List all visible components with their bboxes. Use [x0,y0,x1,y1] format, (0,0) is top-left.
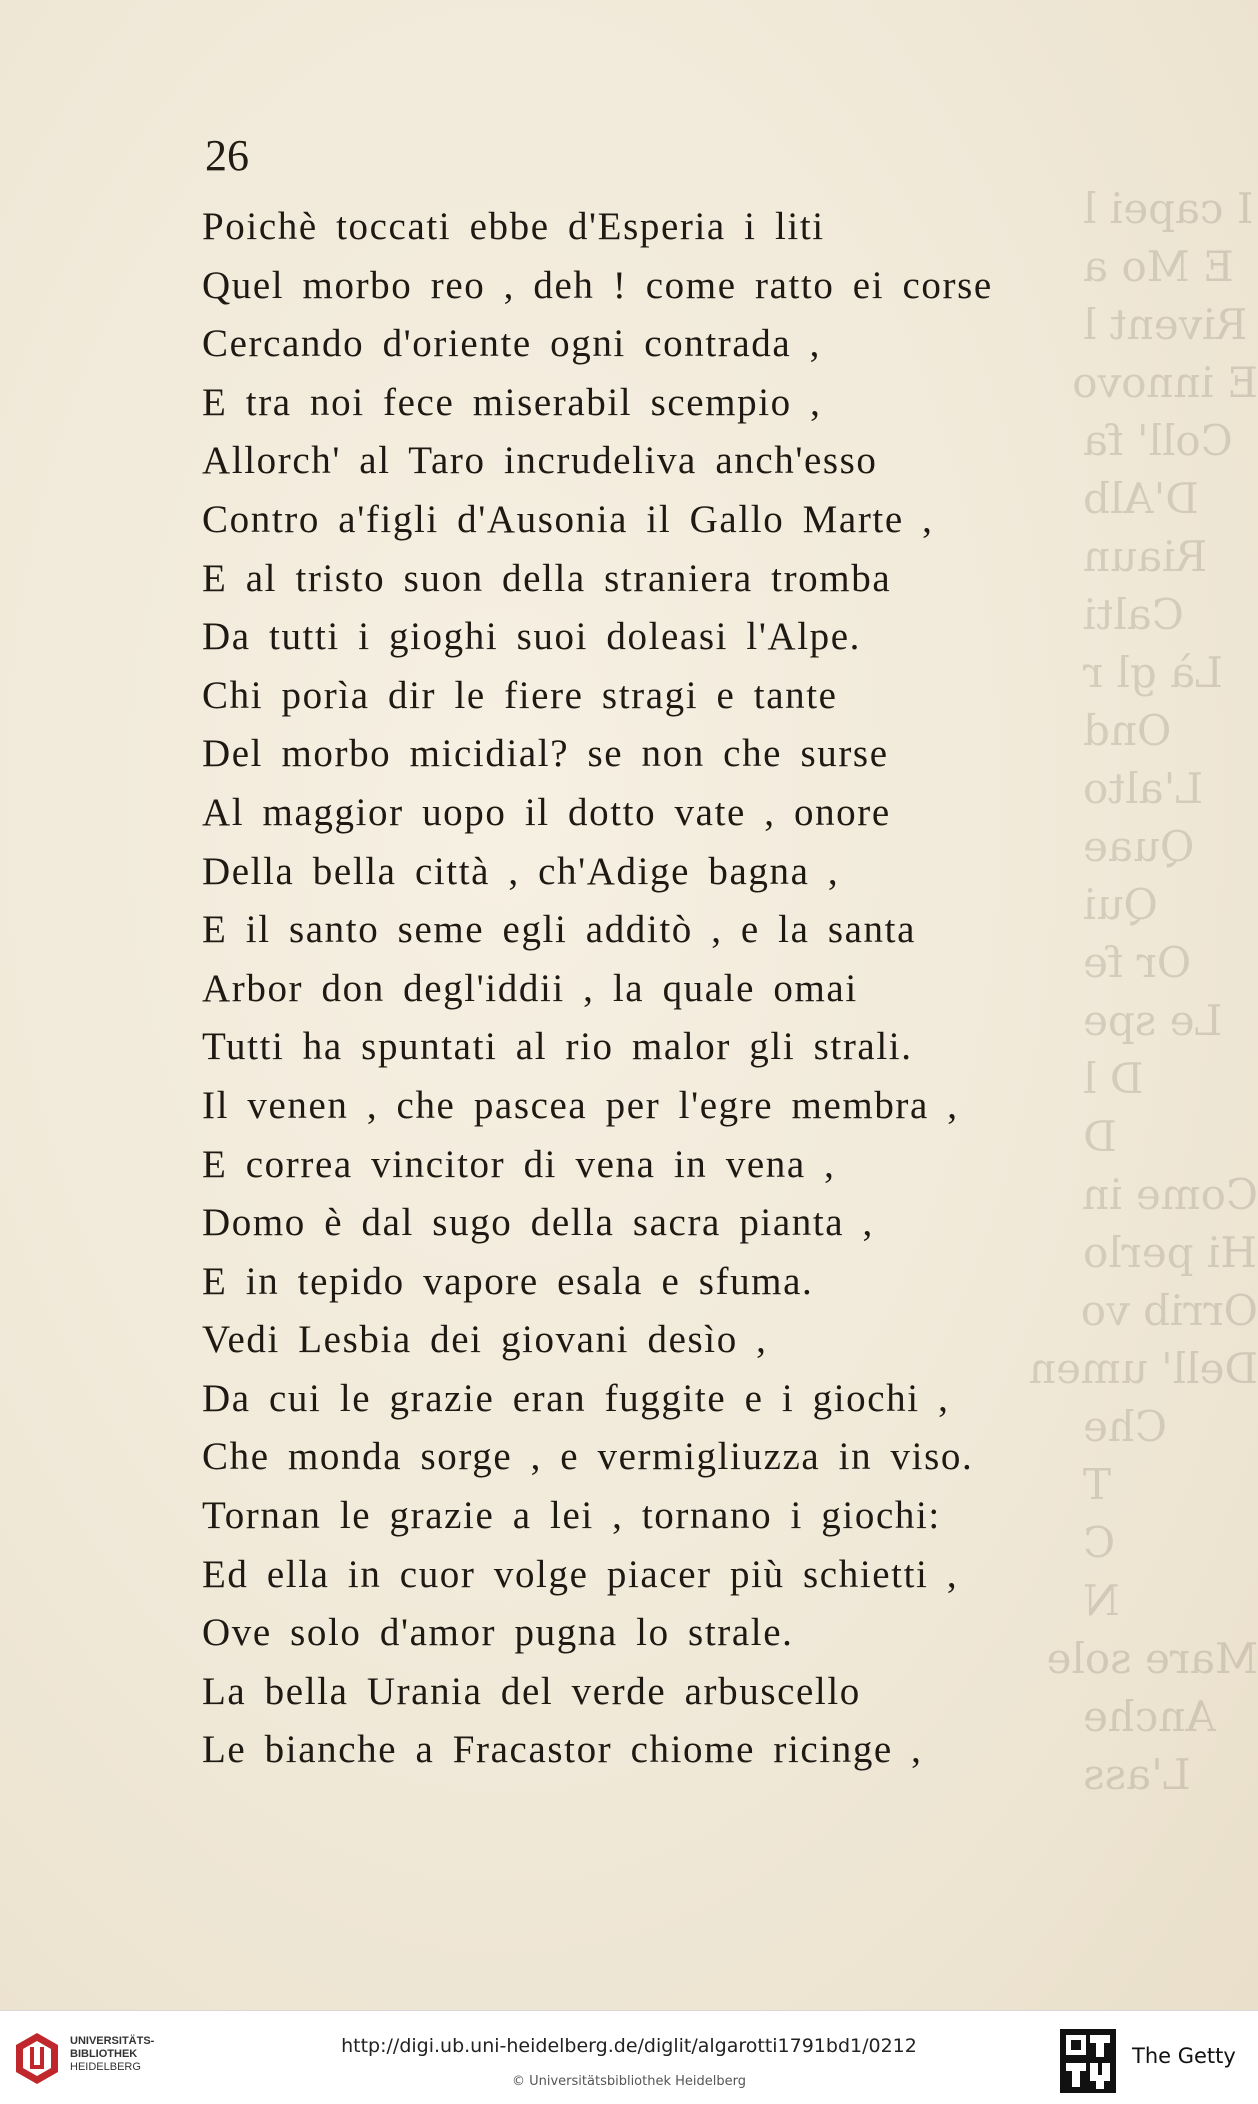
verse-line: E al tristo suon della straniera tromba [202,556,892,600]
verse-line: Ed ella in cuor volge piacer più schietti , [202,1552,959,1596]
poem-text [202,198,1102,1780]
verse-line: E tra noi fece miserabil scempio , [202,380,822,424]
verse-line: Da tutti i gioghi suoi doleasi l'Alpe. [202,615,862,659]
verse-line: E il santo seme egli additò , e la santa [202,908,916,952]
institution-line: UNIVERSITÄTS- [70,2035,155,2047]
institution-line: HEIDELBERG [70,2061,141,2073]
verse-line: Poichè toccati ebbe d'Esperia i liti [202,205,825,248]
verse-line: Contro a'figli d'Ausonia il Gallo Marte , [202,497,934,541]
verse-line: Vedi Lesbia dei giovani desìo , [202,1318,768,1362]
verse-line: Arbor don degl'iddii , la quale omai [202,966,858,1010]
show-through-text: I capei l E Mo a Rivent l E innovo Coll' fa D'Alb Riaun Calti Là gl r Ond L'alto Quae Qui Or fe Le spe D l D Come in Hi perlo Orrib vo Dell' umen Che T C N Mare sole Anche L'ass [1028,184,1258,1799]
verse-line: Da cui le grazie eran fuggite e i giochi , [202,1376,950,1420]
verse-line: Domo è dal sugo della sacra pianta , [202,1201,874,1245]
verse-line: Che monda sorge , e vermigliuzza in viso. [202,1435,974,1479]
verse-line: Del morbo micidial? se non che surse [202,732,889,776]
verse-line: Le bianche a Fracastor chiome ricinge , [202,1728,923,1772]
verse-line: Tutti ha spuntati al rio malor gli strali. [202,1025,913,1069]
verse-line: E correa vincitor di vena in vena , [202,1142,836,1186]
verse-line: Allorch' al Taro incrudeliva anch'esso [202,439,878,483]
verse-line: Ove solo d'amor pugna lo strale. [202,1611,794,1655]
permalink-url[interactable]: http://digi.ub.uni-heidelberg.de/diglit/algarotti1791bd1/0212 [341,2035,917,2057]
verse-line: E in tepido vapore esala e sfuma. [202,1259,814,1303]
institution-line: BIBLIOTHEK [70,2048,138,2060]
page-number: 26 [205,131,249,180]
verse-line: Della bella città , ch'Adige bagna , [202,849,840,893]
verse-line: Quel morbo reo , deh ! come ratto ei corse [202,263,993,307]
copyright-notice: © Universitätsbibliothek Heidelberg [511,2074,746,2089]
getty-logo-icon [1060,2029,1116,2093]
partner-name: The Getty [1132,2044,1236,2068]
verse-line: La bella Urania del verde arbuscello [202,1669,861,1713]
viewer-footer [0,2010,1258,2104]
verse-line: Chi porìa dir le fiere stragi e tante [202,673,838,717]
verse-line: Cercando d'oriente ogni contrada , [202,322,821,366]
verse-line: Il venen , che pascea per l'egre membra , [202,1083,959,1127]
verse-line: Al maggior uopo il dotto vate , onore [202,790,891,834]
verse-line: Tornan le grazie a lei , tornano i giochi: [202,1494,941,1538]
